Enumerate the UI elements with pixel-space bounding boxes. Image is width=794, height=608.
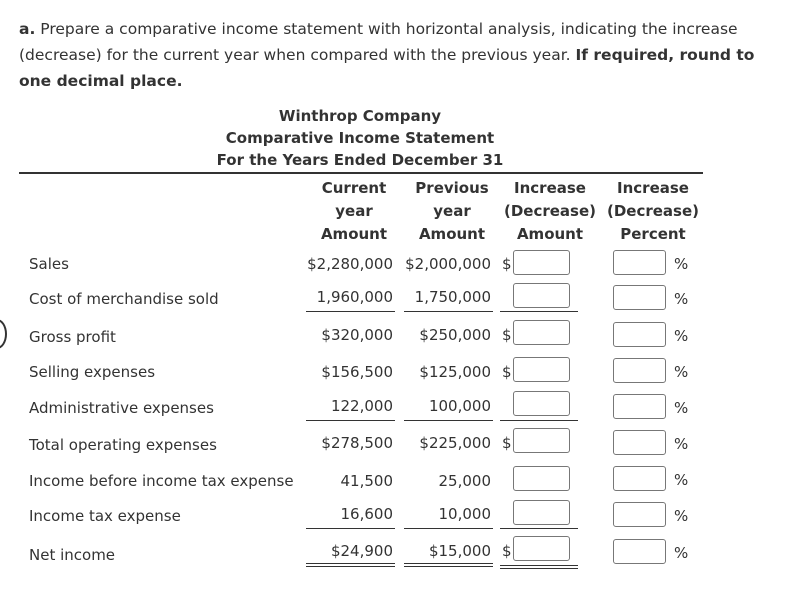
instruction-text bbox=[19, 16, 784, 94]
col-header-inc-percent-line2: (Decrease) bbox=[606, 202, 700, 220]
col-header-previous bbox=[404, 177, 500, 246]
gross-profit-percent-sign: % bbox=[674, 327, 689, 345]
header-rule bbox=[19, 172, 703, 174]
gross-profit-current: $320,000 bbox=[321, 326, 393, 344]
sales-current: $2,280,000 bbox=[307, 255, 393, 273]
cogs-previous-underline bbox=[404, 311, 493, 312]
col-header-previous-line1: Previous bbox=[415, 179, 489, 197]
income-tax-current-underline bbox=[306, 528, 395, 529]
cogs-previous: 1,750,000 bbox=[414, 288, 491, 306]
total-operating-previous: $225,000 bbox=[419, 434, 491, 452]
row-label-net-income: Net income bbox=[29, 546, 116, 564]
row-label-selling-expenses: Selling expenses bbox=[29, 363, 156, 381]
selling-expenses-percent-sign: % bbox=[674, 363, 689, 381]
sales-previous: $2,000,000 bbox=[405, 255, 491, 273]
col-header-inc-percent-line1: Increase bbox=[617, 179, 689, 197]
col-header-increase-percent bbox=[603, 177, 703, 246]
instruction-label: a. bbox=[19, 20, 36, 38]
income-before-tax-percent-sign: % bbox=[674, 471, 689, 489]
admin-expenses-current: 122,000 bbox=[330, 397, 393, 415]
row-label-cost-of-merchandise-sold: Cost of merchandise sold bbox=[29, 290, 219, 308]
net-income-previous-double-underline-1 bbox=[404, 563, 493, 564]
col-header-current-line2: year bbox=[335, 202, 373, 220]
income-before-tax-current: 41,500 bbox=[340, 472, 393, 490]
selling-expenses-previous: $125,000 bbox=[419, 363, 491, 381]
gross-profit-increase-percent-input[interactable] bbox=[613, 322, 666, 347]
gross-profit-previous: $250,000 bbox=[419, 326, 491, 344]
net-income-previous: $15,000 bbox=[428, 542, 491, 560]
net-income-increase-amount-input[interactable] bbox=[513, 536, 570, 561]
col-header-previous-line3: Amount bbox=[418, 225, 486, 243]
admin-current-underline bbox=[306, 420, 395, 421]
admin-increase-underline bbox=[500, 420, 578, 421]
row-label-administrative-expenses: Administrative expenses bbox=[29, 399, 214, 417]
sales-dollar-sign: $ bbox=[502, 255, 512, 273]
company-name: Winthrop Company bbox=[278, 107, 442, 125]
net-income-increase-double-underline-2 bbox=[500, 568, 578, 569]
income-tax-increase-percent-input[interactable] bbox=[613, 502, 666, 527]
cogs-percent-sign: % bbox=[674, 290, 689, 308]
cogs-increase-percent-input[interactable] bbox=[613, 285, 666, 310]
col-header-current-line3: Amount bbox=[320, 225, 388, 243]
income-tax-previous-underline bbox=[404, 528, 493, 529]
row-label-sales: Sales bbox=[29, 255, 69, 273]
income-tax-increase-underline bbox=[500, 528, 578, 529]
income-tax-previous: 10,000 bbox=[438, 505, 491, 523]
col-header-current bbox=[306, 177, 402, 246]
instruction-rounding: If required, round to one decimal place. bbox=[19, 46, 755, 90]
total-operating-increase-amount-input[interactable] bbox=[513, 428, 570, 453]
income-tax-increase-amount-input[interactable] bbox=[513, 500, 570, 525]
total-operating-current: $278,500 bbox=[321, 434, 393, 452]
total-operating-increase-percent-input[interactable] bbox=[613, 430, 666, 455]
cogs-increase-underline bbox=[500, 311, 578, 312]
gross-profit-dollar-sign: $ bbox=[502, 326, 512, 344]
net-income-current: $24,900 bbox=[330, 542, 393, 560]
net-income-previous-double-underline-2 bbox=[404, 566, 493, 567]
row-label-total-operating-expenses: Total operating expenses bbox=[29, 436, 217, 454]
cogs-increase-amount-input[interactable] bbox=[513, 283, 570, 308]
total-operating-dollar-sign: $ bbox=[502, 434, 512, 452]
col-header-increase-amount bbox=[500, 177, 600, 246]
col-header-inc-amount-line1: Increase bbox=[514, 179, 586, 197]
net-income-percent-sign: % bbox=[674, 544, 689, 562]
instruction-body: Prepare a comparative income statement with horizontal analysis, indicating the increase (decrease) for the current year when compared with the previous year. bbox=[19, 20, 738, 64]
net-income-current-double-underline-2 bbox=[306, 566, 395, 567]
row-label-income-tax-expense: Income tax expense bbox=[29, 507, 181, 525]
net-income-current-double-underline-1 bbox=[306, 563, 395, 564]
income-before-tax-increase-percent-input[interactable] bbox=[613, 466, 666, 491]
total-operating-percent-sign: % bbox=[674, 435, 689, 453]
sales-percent-sign: % bbox=[674, 255, 689, 273]
selling-expenses-increase-percent-input[interactable] bbox=[613, 358, 666, 383]
statement-period: For the Years Ended December 31 bbox=[216, 151, 504, 169]
left-edge-marker bbox=[0, 319, 7, 349]
cogs-current-underline bbox=[306, 311, 395, 312]
net-income-dollar-sign: $ bbox=[502, 542, 512, 560]
col-header-previous-line2: year bbox=[433, 202, 471, 220]
admin-expenses-previous: 100,000 bbox=[428, 397, 491, 415]
admin-expenses-increase-percent-input[interactable] bbox=[613, 394, 666, 419]
statement-title: Comparative Income Statement bbox=[225, 129, 495, 147]
admin-expenses-percent-sign: % bbox=[674, 399, 689, 417]
col-header-current-line1: Current bbox=[321, 179, 387, 197]
income-before-tax-previous: 25,000 bbox=[438, 472, 491, 490]
income-tax-current: 16,600 bbox=[340, 505, 393, 523]
row-label-income-before-tax: Income before income tax expense bbox=[29, 472, 294, 490]
admin-expenses-increase-amount-input[interactable] bbox=[513, 391, 570, 416]
selling-expenses-current: $156,500 bbox=[321, 363, 393, 381]
col-header-inc-percent-line3: Percent bbox=[620, 225, 686, 243]
cogs-current: 1,960,000 bbox=[316, 288, 393, 306]
net-income-increase-percent-input[interactable] bbox=[613, 539, 666, 564]
net-income-increase-double-underline-1 bbox=[500, 565, 578, 566]
admin-previous-underline bbox=[404, 420, 493, 421]
income-tax-percent-sign: % bbox=[674, 507, 689, 525]
selling-expenses-dollar-sign: $ bbox=[502, 363, 512, 381]
sales-increase-amount-input[interactable] bbox=[513, 250, 570, 275]
gross-profit-increase-amount-input[interactable] bbox=[513, 320, 570, 345]
sales-increase-percent-input[interactable] bbox=[613, 250, 666, 275]
selling-expenses-increase-amount-input[interactable] bbox=[513, 357, 570, 382]
income-before-tax-increase-amount-input[interactable] bbox=[513, 466, 570, 491]
col-header-inc-amount-line2: (Decrease) bbox=[503, 202, 597, 220]
row-label-gross-profit: Gross profit bbox=[29, 328, 116, 346]
col-header-inc-amount-line3: Amount bbox=[516, 225, 584, 243]
